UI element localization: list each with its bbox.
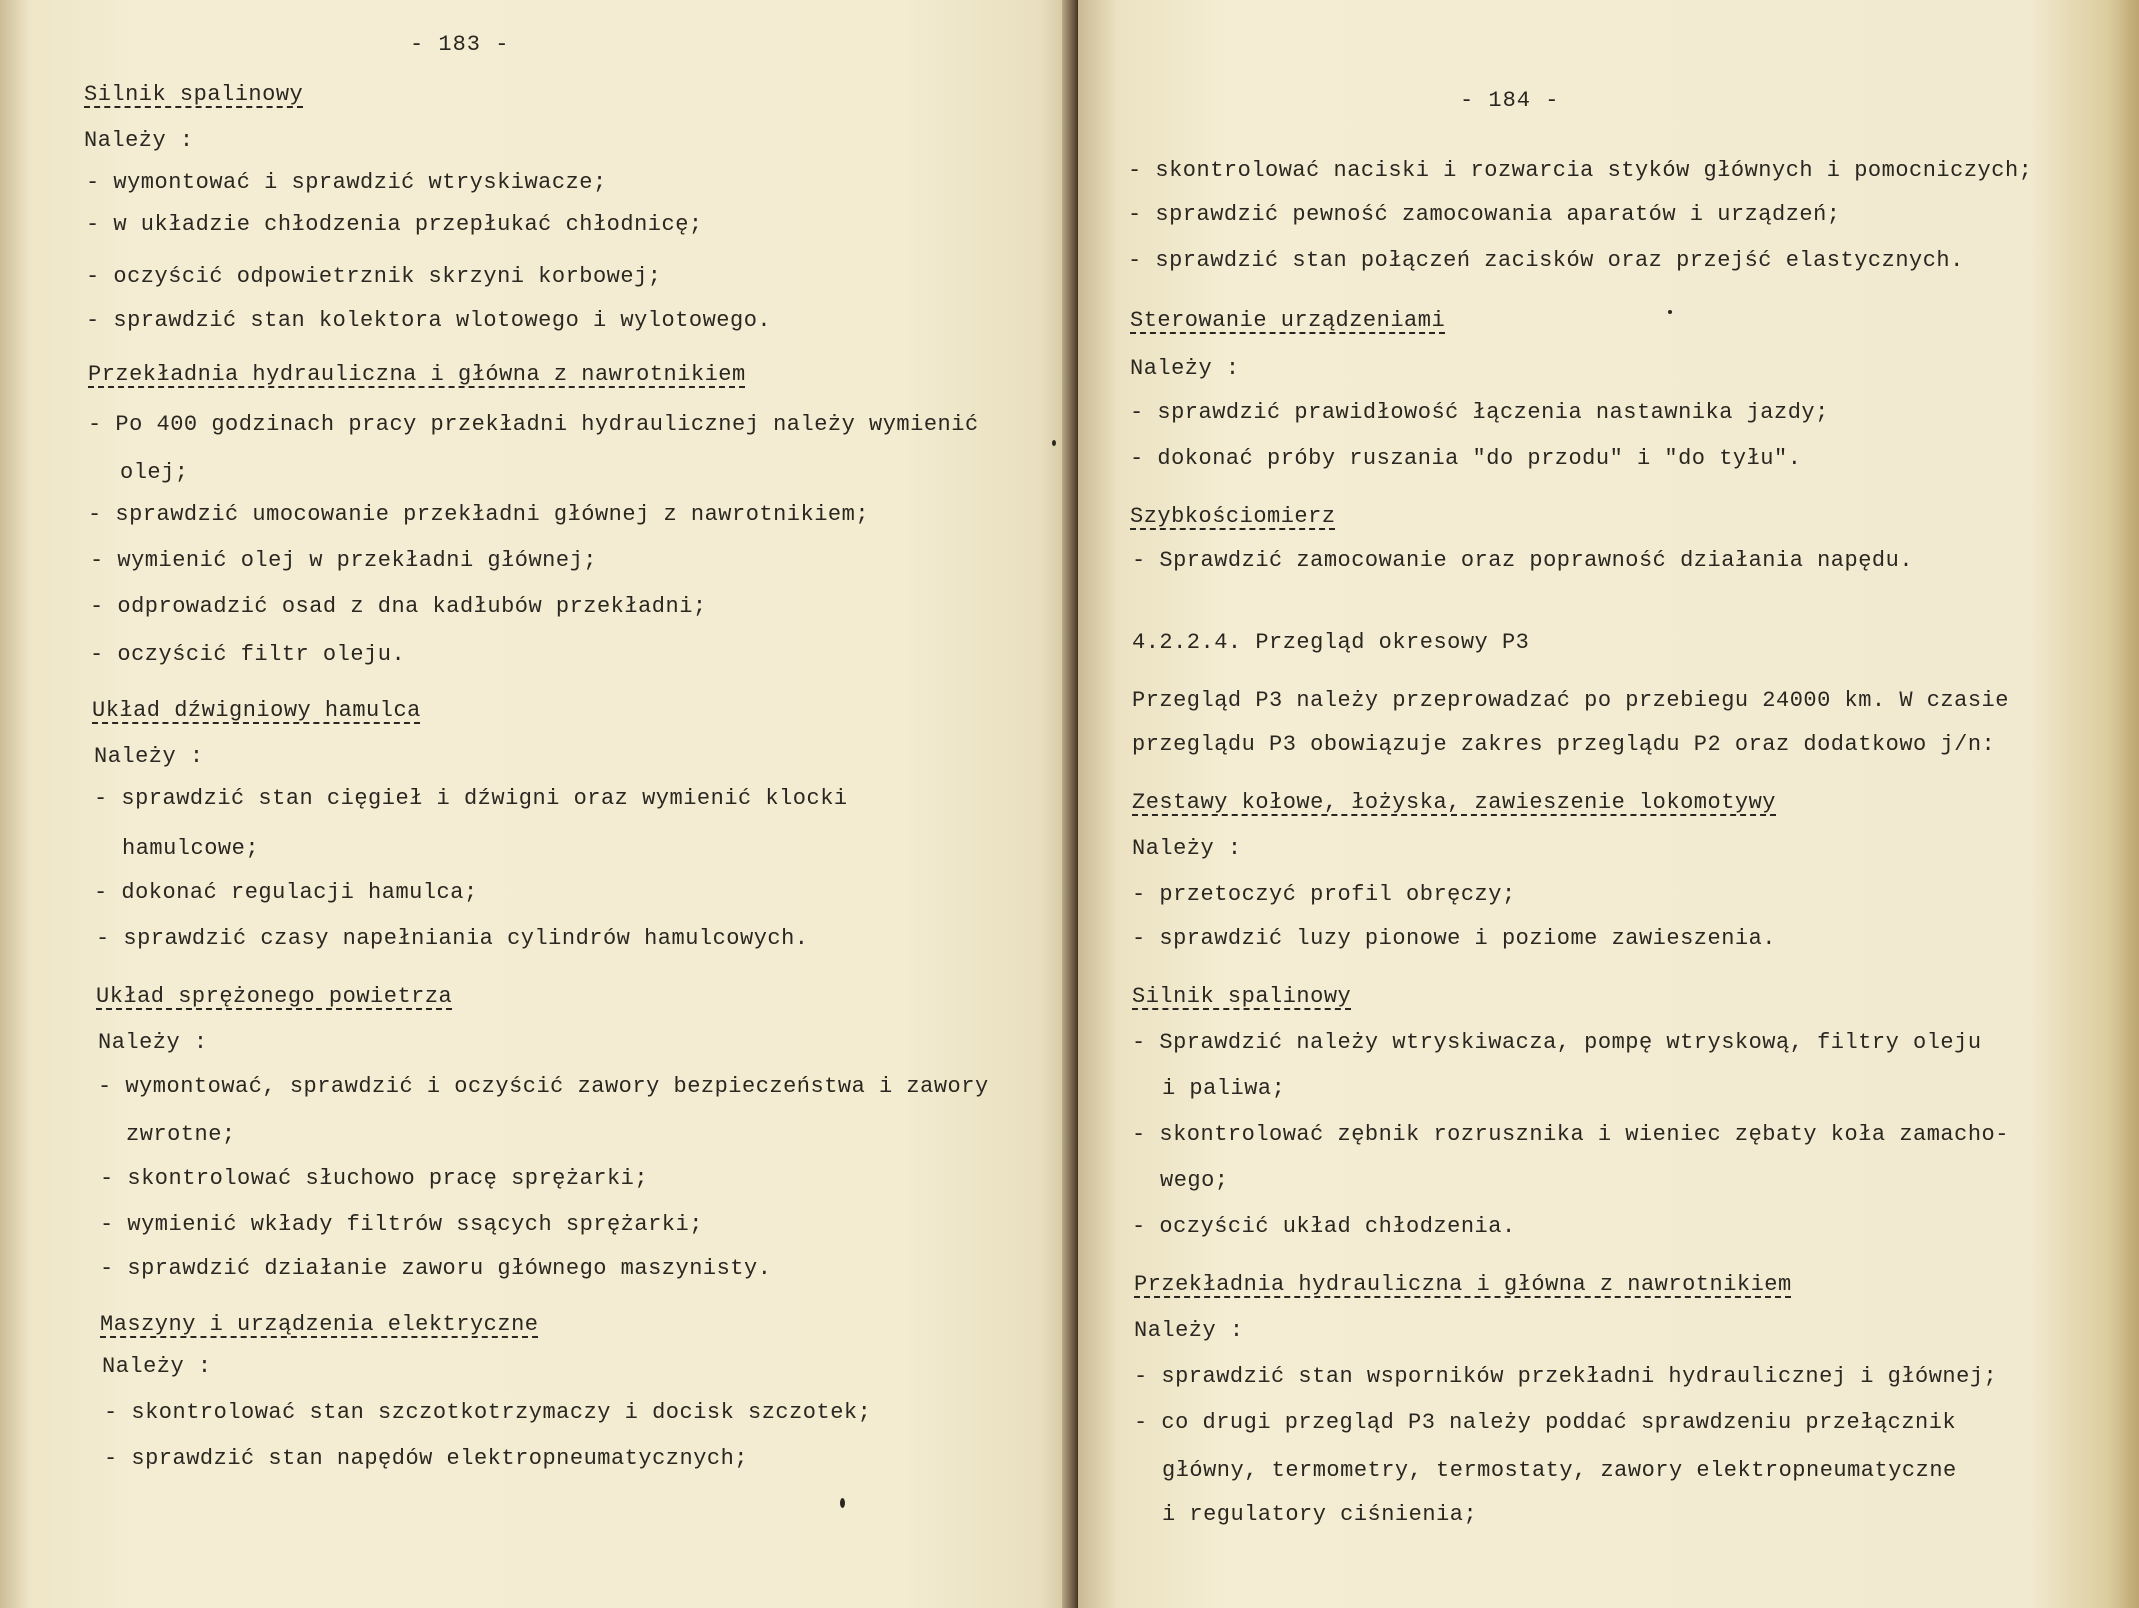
text-line: i paliwa;: [1162, 1076, 1286, 1101]
text-line: Należy :: [1134, 1318, 1244, 1343]
text-line: - co drugi przegląd P3 należy poddać sprawdzeniu przełącznik: [1134, 1410, 1957, 1435]
text-line: - w układzie chłodzenia przepłukać chłodnicę;: [86, 212, 703, 237]
text-line: - sprawdzić prawidłowość łączenia nastawnika jazdy;: [1130, 400, 1829, 425]
text-line: - dokonać regulacji hamulca;: [94, 880, 478, 905]
text-line: - wymontować, sprawdzić i oczyścić zawory bezpieczeństwa i zawory: [98, 1074, 989, 1099]
text-line: olej;: [120, 460, 189, 485]
text-line: - wymontować i sprawdzić wtryskiwacze;: [86, 170, 607, 195]
text-line: - sprawdzić stan połączeń zacisków oraz przejść elastycznych.: [1128, 248, 1964, 273]
text-line: Należy :: [102, 1354, 212, 1379]
text-line: - sprawdzić stan kolektora wlotowego i wylotowego.: [86, 308, 772, 333]
text-line: - sprawdzić luzy pionowe i poziome zawieszenia.: [1132, 926, 1777, 951]
text-line: i regulatory ciśnienia;: [1162, 1502, 1478, 1527]
text-line: Należy :: [1132, 836, 1242, 861]
text-line: przeglądu P3 obowiązuje zakres przeglądu P2 oraz dodatkowo j/n:: [1132, 732, 1996, 757]
right-page: [1078, 0, 2139, 1608]
text-line: Należy :: [1130, 356, 1240, 381]
text-line: - dokonać próby ruszania "do przodu" i "do tyłu".: [1130, 446, 1802, 471]
section-heading: Układ sprężonego powietrza: [96, 984, 453, 1009]
text-line: Należy :: [84, 128, 194, 153]
ink-mark: [840, 1498, 845, 1508]
text-line: - oczyścić odpowietrznik skrzyni korbowej;: [86, 264, 662, 289]
text-line: Przegląd P3 należy przeprowadzać po przebiegu 24000 km. W czasie: [1132, 688, 2009, 713]
section-heading: Przekładnia hydrauliczna i główna z nawrotnikiem: [1134, 1272, 1792, 1297]
text-line: - sprawdzić stan napędów elektropneumatycznych;: [104, 1446, 749, 1471]
text-line: - sprawdzić czasy napełniania cylindrów hamulcowych.: [96, 926, 809, 951]
text-line: - sprawdzić umocowanie przekładni głównej z nawrotnikiem;: [88, 502, 870, 527]
text-line: - sprawdzić pewność zamocowania aparatów i urządzeń;: [1128, 202, 1841, 227]
text-line: wego;: [1160, 1168, 1229, 1193]
text-line: zwrotne;: [126, 1122, 236, 1147]
section-heading: Przekładnia hydrauliczna i główna z nawrotnikiem: [88, 362, 746, 387]
section-heading: Układ dźwigniowy hamulca: [92, 698, 421, 723]
text-line: - skontrolować stan szczotkotrzymaczy i docisk szczotek;: [104, 1400, 872, 1425]
text-line: - skontrolować zębnik rozrusznika i wieniec zębaty koła zamacho-: [1132, 1122, 2009, 1147]
page-number: - 183 -: [410, 32, 510, 57]
text-line: - skontrolować naciski i rozwarcia styków głównych i pomocniczych;: [1128, 158, 2033, 183]
section-heading: Zestawy kołowe, łożyska, zawieszenie lokomotywy: [1132, 790, 1777, 815]
text-line: - sprawdzić stan cięgieł i dźwigni oraz wymienić klocki: [94, 786, 848, 811]
text-line: Należy :: [94, 744, 204, 769]
text-line: - Sprawdzić należy wtryskiwacza, pompę wtryskową, filtry oleju: [1132, 1030, 1982, 1055]
text-line: - Sprawdzić zamocowanie oraz poprawność działania napędu.: [1132, 548, 1914, 573]
section-heading: Sterowanie urządzeniami: [1130, 308, 1446, 333]
text-line: - Po 400 godzinach pracy przekładni hydraulicznej należy wymienić: [88, 412, 979, 437]
ink-mark: [1668, 310, 1672, 314]
text-line: - sprawdzić działanie zaworu głównego maszynisty.: [100, 1256, 772, 1281]
text-line: główny, termometry, termostaty, zawory elektropneumatyczne: [1162, 1458, 1957, 1483]
text-line: - oczyścić układ chłodzenia.: [1132, 1214, 1516, 1239]
ink-mark: [1052, 440, 1056, 446]
page-number: - 184 -: [1460, 88, 1560, 113]
text-line: - skontrolować słuchowo pracę sprężarki;: [100, 1166, 649, 1191]
section-title: 4.2.2.4. Przegląd okresowy P3: [1132, 630, 1530, 655]
section-heading: Szybkościomierz: [1130, 504, 1336, 529]
text-line: - oczyścić filtr oleju.: [90, 642, 406, 667]
text-line: - wymienić olej w przekładni głównej;: [90, 548, 597, 573]
text-line: - przetoczyć profil obręczy;: [1132, 882, 1516, 907]
text-line: - sprawdzić stan wsporników przekładni hydraulicznej i głównej;: [1134, 1364, 1998, 1389]
section-heading: Silnik spalinowy: [1132, 984, 1352, 1009]
section-heading: Maszyny i urządzenia elektryczne: [100, 1312, 539, 1337]
text-line: hamulcowe;: [122, 836, 260, 861]
text-line: - wymienić wkłady filtrów ssących sprężarki;: [100, 1212, 703, 1237]
section-heading: Silnik spalinowy: [84, 82, 304, 107]
text-line: Należy :: [98, 1030, 208, 1055]
text-line: - odprowadzić osad z dna kadłubów przekładni;: [90, 594, 707, 619]
